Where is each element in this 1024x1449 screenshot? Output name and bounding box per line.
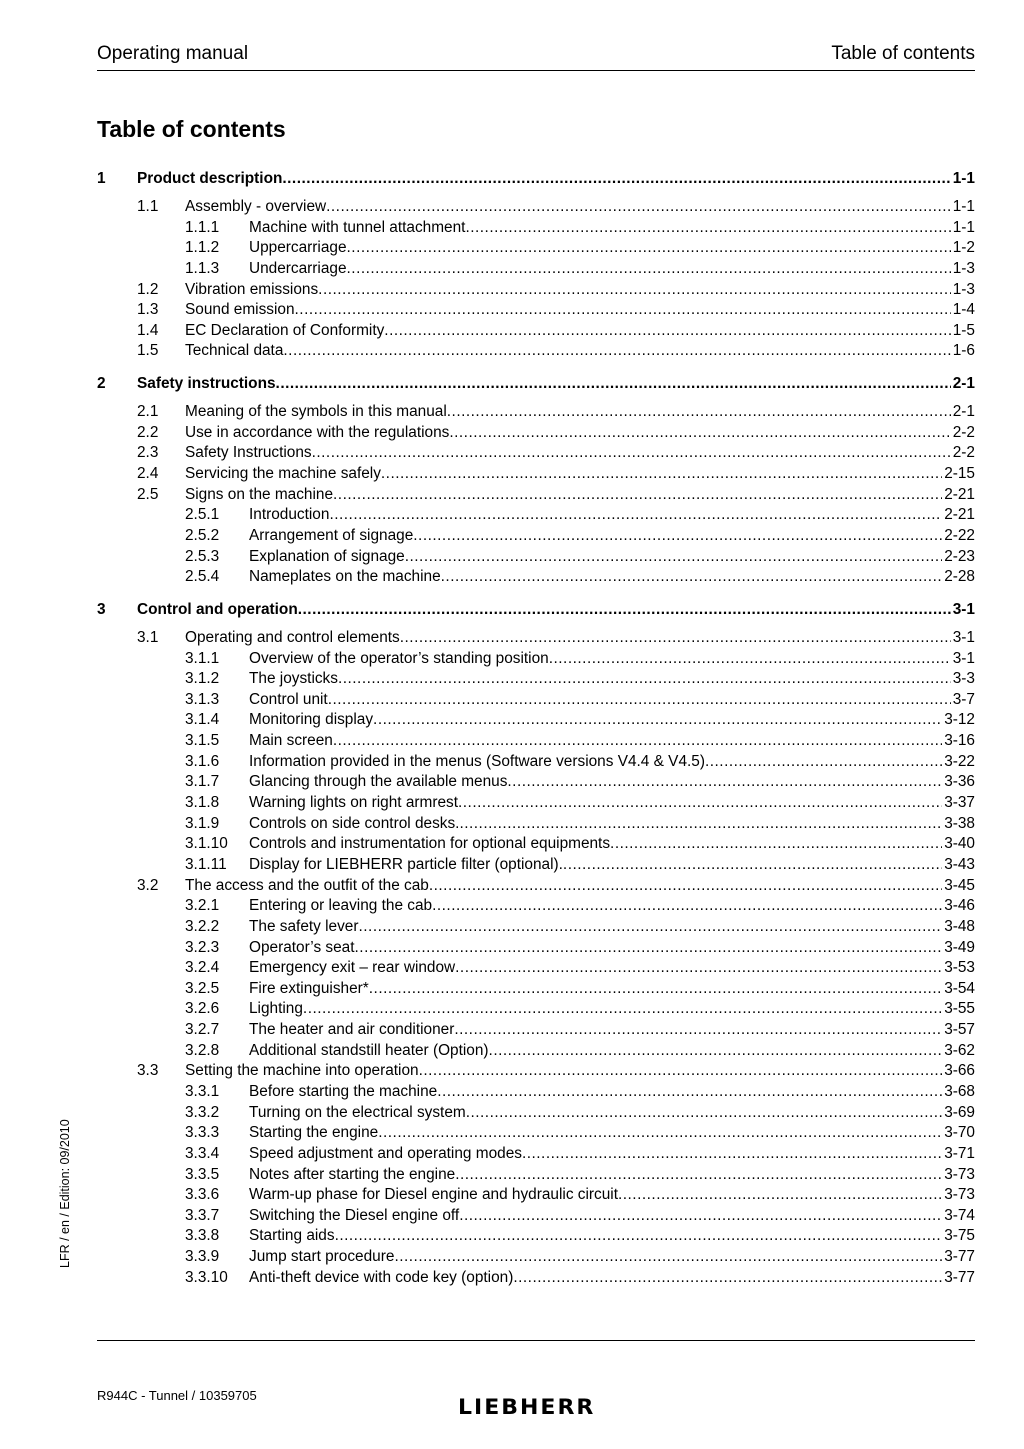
toc-entry[interactable] — [97, 505, 975, 526]
toc-entry-page: 3-45 — [944, 876, 975, 894]
toc-entry[interactable] — [97, 1061, 975, 1082]
toc-entry-number: 2 — [97, 375, 106, 393]
toc-entry-title: Servicing the machine safely — [185, 465, 381, 483]
toc-entry[interactable] — [97, 1206, 975, 1227]
toc-entry-title: Uppercarriage — [249, 239, 347, 257]
toc-entry[interactable] — [97, 1247, 975, 1268]
toc-entry-title: Emergency exit – rear window — [249, 959, 456, 977]
toc-entry-title: Entering or leaving the cab — [249, 897, 433, 915]
toc-entry-page: 3-22 — [944, 752, 975, 770]
toc-entry-title: Fire extinguisher* — [249, 979, 369, 997]
toc-entry[interactable] — [97, 938, 975, 959]
toc-entry[interactable] — [97, 443, 975, 464]
toc-entry-number: 1.1.1 — [185, 218, 220, 236]
liebherr-logo: LIEBHERR — [458, 1396, 596, 1420]
toc-entry-number: 3.3.9 — [185, 1248, 220, 1266]
toc-entry[interactable] — [97, 628, 975, 649]
dot-leader — [618, 1185, 942, 1206]
dot-leader — [326, 197, 951, 218]
dot-leader — [303, 999, 942, 1020]
toc-entry-page: 2-15 — [944, 465, 975, 483]
dot-leader — [328, 690, 951, 711]
toc-entry-page: 1-3 — [952, 280, 975, 298]
toc-entry-number: 2.5.4 — [185, 568, 220, 586]
toc-entry[interactable] — [97, 218, 975, 239]
dot-leader — [441, 567, 943, 588]
toc-entry-title: The safety lever — [249, 917, 359, 935]
toc-entry-title: Introduction — [249, 506, 330, 524]
toc-entry-number: 3.2.6 — [185, 1000, 220, 1018]
toc-entry-title: Anti-theft device with code key (option) — [249, 1268, 514, 1286]
toc-entry-number: 3.3.8 — [185, 1227, 220, 1245]
dot-leader — [335, 1226, 943, 1247]
dot-leader — [522, 1144, 942, 1165]
toc-entry-number: 3.2.8 — [185, 1041, 220, 1059]
toc-entry[interactable] — [97, 896, 975, 917]
toc-entry-number: 3.2.5 — [185, 979, 220, 997]
dot-leader — [347, 238, 951, 259]
toc-entry-page: 1-4 — [952, 301, 975, 319]
table-of-contents — [97, 168, 975, 1299]
toc-entry[interactable] — [97, 834, 975, 855]
toc-entry[interactable] — [97, 917, 975, 938]
toc-entry-page: 1-5 — [952, 321, 975, 339]
toc-entry[interactable] — [97, 979, 975, 1000]
dot-leader — [432, 896, 942, 917]
edition-side-text: LFR / en / Edition: 09/2010 — [58, 1119, 72, 1268]
toc-entry-page: 2-21 — [944, 485, 975, 503]
page-header — [97, 43, 975, 71]
dot-leader — [489, 1041, 943, 1062]
dot-leader — [329, 505, 942, 526]
toc-entry-number: 3.3.10 — [185, 1268, 228, 1286]
dot-leader — [405, 547, 942, 568]
toc-entry-page: 2-2 — [952, 444, 975, 462]
toc-entry-number: 3.1.7 — [185, 773, 220, 791]
dot-leader — [455, 1165, 942, 1186]
toc-entry-number: 2.2 — [137, 423, 159, 441]
toc-entry-title: Lighting — [249, 1000, 303, 1018]
toc-entry-title: Before starting the machine — [249, 1082, 438, 1100]
toc-chapter-heading[interactable] — [97, 168, 975, 190]
toc-entry-title: Warning lights on right armrest — [249, 794, 458, 812]
toc-entry[interactable] — [97, 300, 975, 321]
toc-entry-page: 3-12 — [944, 711, 975, 729]
toc-entry[interactable] — [97, 1082, 975, 1103]
toc-entry-number: 1 — [97, 170, 106, 187]
toc-entry[interactable] — [97, 772, 975, 793]
toc-entry[interactable] — [97, 238, 975, 259]
toc-entry-number: 2.5.3 — [185, 547, 220, 565]
toc-entry-page: 3-40 — [944, 835, 975, 853]
toc-entry-page: 1-3 — [952, 259, 975, 277]
dot-leader — [394, 1247, 942, 1268]
toc-entry-page: 3-77 — [944, 1248, 975, 1266]
dot-leader — [355, 938, 943, 959]
toc-entry-title: Setting the machine into operation — [185, 1062, 419, 1080]
toc-entry[interactable] — [97, 793, 975, 814]
toc-entry[interactable] — [97, 1123, 975, 1144]
footer-divider — [97, 1340, 975, 1341]
toc-entry[interactable] — [97, 690, 975, 711]
toc-entry-page: 3-66 — [944, 1062, 975, 1080]
toc-entry[interactable] — [97, 814, 975, 835]
toc-entry-title: Speed adjustment and operating modes — [249, 1144, 522, 1162]
toc-chapter — [97, 168, 975, 362]
dot-leader — [419, 1061, 943, 1082]
dot-leader — [359, 917, 943, 938]
toc-entry-number: 3.2 — [137, 876, 159, 894]
toc-entry-title: Controls on side control desks. — [249, 814, 460, 832]
toc-entry-number: 3.2.4 — [185, 959, 220, 977]
toc-entry-title: Vibration emissions — [185, 280, 319, 298]
toc-entry[interactable] — [97, 1041, 975, 1062]
toc-entry-title: Additional standstill heater (Option) — [249, 1041, 489, 1059]
toc-entry-number: 3.3.6 — [185, 1186, 220, 1204]
toc-entry[interactable] — [97, 1144, 975, 1165]
toc-entry-number: 3.1.6 — [185, 752, 220, 770]
dot-leader — [513, 1268, 942, 1289]
toc-entry-title: Nameplates on the machine — [249, 568, 441, 586]
toc-entry-title: Notes after starting the engine — [249, 1165, 456, 1183]
dot-leader — [459, 814, 942, 835]
toc-entry-page: 3-3 — [952, 670, 975, 688]
dot-leader — [563, 855, 942, 876]
toc-chapter-heading[interactable] — [97, 373, 975, 395]
dot-leader — [276, 373, 951, 395]
toc-entry-page: 3-37 — [944, 794, 975, 812]
toc-entry[interactable] — [97, 1165, 975, 1186]
toc-entry-number: 3.1 — [137, 628, 159, 646]
toc-entry-page: 3-73 — [944, 1165, 975, 1183]
toc-chapter — [97, 373, 975, 588]
toc-entry-page: 3-43 — [944, 855, 975, 873]
toc-entry-title: Jump start procedure — [249, 1248, 395, 1266]
toc-entry[interactable] — [97, 999, 975, 1020]
dot-leader — [283, 341, 950, 362]
toc-entry-page: 3-53 — [944, 959, 975, 977]
header-left-title: Operating manual — [97, 43, 249, 64]
toc-entry-number: 1.1.2 — [185, 239, 220, 257]
toc-entry[interactable] — [97, 710, 975, 731]
toc-entry-number: 3.2.3 — [185, 938, 220, 956]
toc-entry-title: Signs on the machine — [185, 485, 334, 503]
toc-entry-number: 3.1.10 — [185, 835, 228, 853]
dot-leader — [384, 321, 950, 342]
toc-entry[interactable] — [97, 669, 975, 690]
toc-entry-number: 3.2.2 — [185, 917, 220, 935]
dot-leader — [507, 772, 942, 793]
toc-entry-title: Turning on the electrical system — [249, 1103, 466, 1121]
toc-entry-title: Product description — [137, 170, 283, 187]
dot-leader — [705, 752, 942, 773]
toc-entry-number: 3.1.1 — [185, 649, 220, 667]
toc-entry-page: 3-1 — [952, 600, 975, 618]
toc-entry-number: 1.4 — [137, 321, 159, 339]
toc-entry-number: 3.3.4 — [185, 1144, 220, 1162]
toc-entry[interactable] — [97, 1226, 975, 1247]
toc-entry-title: Assembly - overview — [185, 198, 327, 215]
toc-entry-number: 2.5.2 — [185, 526, 220, 544]
toc-entry-title: Technical data — [185, 342, 284, 360]
toc-entry-page: 2-23 — [944, 547, 975, 565]
toc-entry-number: 3.3.1 — [185, 1082, 220, 1100]
toc-entry-title: Display for LIEBHERR particle filter (optional). — [249, 855, 563, 873]
toc-entry-number: 3.1.2 — [185, 670, 220, 688]
toc-entry-number: 2.3 — [137, 444, 159, 462]
page-title: Table of contents — [97, 116, 286, 142]
dot-leader — [454, 1020, 942, 1041]
toc-entry-title: Meaning of the symbols in this manual — [185, 403, 447, 421]
toc-entry[interactable] — [97, 1020, 975, 1041]
toc-entry-page: 3-1 — [952, 649, 975, 667]
toc-entry[interactable] — [97, 731, 975, 752]
dot-leader — [400, 628, 951, 649]
toc-entry-number: 1.5 — [137, 342, 159, 360]
dot-leader — [338, 669, 951, 690]
toc-entry-page: 3-16 — [944, 732, 975, 750]
toc-entry[interactable] — [97, 567, 975, 588]
toc-entry-page: 2-22 — [944, 526, 975, 544]
toc-entry-title: Switching the Diesel engine off — [249, 1206, 460, 1224]
toc-entry[interactable] — [97, 855, 975, 876]
toc-entry-title: Control and operation — [137, 600, 298, 618]
toc-entry-page: 3-36 — [944, 773, 975, 791]
toc-entry-page: 2-21 — [944, 506, 975, 524]
toc-entry-number: 3.1.11 — [185, 855, 227, 873]
toc-entry[interactable] — [97, 402, 975, 423]
toc-entry-number: 3.2.7 — [185, 1021, 220, 1039]
toc-entry-title: Warm-up phase for Diesel engine and hydraulic circuit — [249, 1186, 618, 1204]
toc-entry-page: 1-1 — [952, 170, 975, 187]
dot-leader — [465, 218, 950, 239]
toc-entry-page: 3-71 — [944, 1144, 975, 1162]
dot-leader — [610, 834, 942, 855]
toc-entry-page: 3-54 — [944, 979, 975, 997]
toc-entry-page: 3-7 — [952, 690, 975, 708]
toc-entry-title: Monitoring display — [249, 711, 374, 729]
toc-entry[interactable] — [97, 259, 975, 280]
toc-entry-number: 3.1.3 — [185, 690, 220, 708]
toc-entry[interactable] — [97, 547, 975, 568]
toc-entry[interactable] — [97, 958, 975, 979]
toc-entry-number: 3.3.3 — [185, 1124, 220, 1142]
toc-entry-page: 3-49 — [944, 938, 975, 956]
toc-entry-number: 3.3.2 — [185, 1103, 220, 1121]
toc-entry-number: 3 — [97, 600, 106, 618]
header-right-title: Table of contents — [831, 43, 975, 64]
toc-entry-page: 3-57 — [944, 1021, 975, 1039]
toc-entry-number: 3.1.8 — [185, 794, 220, 812]
dot-leader — [333, 731, 942, 752]
dot-leader — [449, 423, 950, 444]
toc-entry-page: 3-77 — [944, 1268, 975, 1286]
toc-entry-title: Operator’s seat — [249, 938, 355, 956]
document-id: R944C - Tunnel / 10359705 — [97, 1388, 257, 1403]
toc-entry-title: Glancing through the available menus — [249, 773, 508, 791]
dot-leader — [413, 526, 942, 547]
toc-entry-number: 1.3 — [137, 301, 159, 319]
dot-leader — [295, 300, 951, 321]
toc-entry-title: Starting aids — [249, 1227, 335, 1245]
toc-entry-number: 3.1.9 — [185, 814, 220, 832]
toc-entry-page: 3-74 — [944, 1206, 975, 1224]
toc-entry[interactable] — [97, 197, 975, 218]
toc-entry-number: 3.3 — [137, 1062, 159, 1080]
toc-entry-number: 2.1 — [137, 403, 159, 421]
dot-leader — [549, 649, 951, 670]
dot-leader — [369, 979, 942, 1000]
toc-entry-title: Explanation of signage — [249, 547, 405, 565]
toc-entry-title: Operating and control elements — [185, 628, 400, 646]
toc-entry-page: 3-48 — [944, 917, 975, 935]
toc-entry-title: Safety instructions — [137, 375, 276, 393]
toc-entry-title: Use in accordance with the regulations — [185, 423, 450, 441]
toc-entry[interactable] — [97, 423, 975, 444]
dot-leader — [347, 259, 951, 280]
toc-entry-title: The joysticks — [249, 670, 338, 688]
dot-leader — [447, 402, 951, 423]
toc-entry-number: 3.2.1 — [185, 897, 220, 915]
toc-entry-title: Controls and instrumentation for optional equipments — [249, 835, 611, 853]
toc-entry[interactable] — [97, 649, 975, 670]
toc-entry-page: 3-62 — [944, 1041, 975, 1059]
dot-leader — [378, 1123, 942, 1144]
toc-entry[interactable] — [97, 280, 975, 301]
toc-entry-page: 2-2 — [952, 423, 975, 441]
toc-entry-title: Starting the engine — [249, 1124, 379, 1142]
toc-entry-title: Arrangement of signage — [249, 526, 414, 544]
toc-entry-title: Sound emission — [185, 301, 295, 319]
toc-entry[interactable] — [97, 876, 975, 897]
toc-entry-title: Machine with tunnel attachment — [249, 218, 466, 236]
toc-entry-title: The access and the outfit of the cab — [185, 876, 429, 894]
toc-entry-page: 3-55 — [944, 1000, 975, 1018]
toc-entry-page: 3-69 — [944, 1103, 975, 1121]
toc-entry[interactable] — [97, 1268, 975, 1289]
dot-leader — [312, 443, 951, 464]
toc-entry-page: 2-1 — [952, 403, 975, 421]
toc-entry-page: 2-1 — [952, 375, 975, 393]
toc-chapter-heading[interactable] — [97, 599, 975, 621]
toc-entry[interactable] — [97, 1185, 975, 1206]
toc-entry-number: 3.1.5 — [185, 732, 220, 750]
dot-leader — [381, 464, 942, 485]
toc-entry-page: 3-73 — [944, 1186, 975, 1204]
toc-entry-number: 3.3.7 — [185, 1206, 220, 1224]
dot-leader — [298, 599, 951, 621]
dot-leader — [373, 710, 942, 731]
dot-leader — [429, 876, 942, 897]
toc-entry-page: 1-1 — [952, 198, 975, 215]
toc-entry-title: The heater and air conditioner — [249, 1021, 455, 1039]
toc-entry[interactable] — [97, 1103, 975, 1124]
dot-leader — [466, 1103, 942, 1124]
toc-entry-number: 1.1 — [137, 198, 159, 215]
toc-entry[interactable] — [97, 464, 975, 485]
toc-entry-page: 1-1 — [952, 218, 975, 236]
dot-leader — [459, 1206, 942, 1227]
toc-entry-number: 2.5.1 — [185, 506, 220, 524]
toc-entry-page: 1-6 — [952, 342, 975, 360]
toc-entry-number: 3.1.4 — [185, 711, 220, 729]
toc-entry-title: Safety Instructions — [185, 444, 312, 462]
toc-entry-number: 1.2 — [137, 280, 159, 298]
toc-entry[interactable] — [97, 341, 975, 362]
toc-entry-number: 1.1.3 — [185, 259, 220, 277]
toc-entry-number: 2.5 — [137, 485, 159, 503]
toc-entry[interactable] — [97, 752, 975, 773]
toc-entry[interactable] — [97, 526, 975, 547]
toc-entry[interactable] — [97, 485, 975, 506]
dot-leader — [455, 958, 942, 979]
toc-entry-page: 3-75 — [944, 1227, 975, 1245]
dot-leader — [318, 280, 951, 301]
dot-leader — [333, 485, 942, 506]
toc-entry-title: Control unit — [249, 690, 328, 708]
toc-entry-page: 3-70 — [944, 1124, 975, 1142]
toc-chapter — [97, 599, 975, 1289]
dot-leader — [282, 168, 950, 190]
toc-entry-title: EC Declaration of Conformity — [185, 321, 385, 339]
toc-entry-page: 3-38 — [944, 814, 975, 832]
toc-entry-title: Information provided in the menus (Software versions V4.4 & V4.5) — [249, 752, 705, 770]
toc-entry-page: 3-1 — [952, 628, 975, 646]
toc-entry-page: 3-68 — [944, 1082, 975, 1100]
toc-entry-title: Overview of the operator’s standing position — [249, 649, 549, 667]
toc-entry-title: Undercarriage — [249, 259, 347, 277]
dot-leader — [437, 1082, 942, 1103]
toc-entry-number: 3.3.5 — [185, 1165, 220, 1183]
toc-entry-title: Main screen — [249, 732, 333, 750]
toc-entry-page: 1-2 — [952, 239, 975, 257]
toc-entry[interactable] — [97, 321, 975, 342]
toc-entry-number: 2.4 — [137, 465, 159, 483]
toc-entry-page: 2-28 — [944, 568, 975, 586]
toc-entry-page: 3-46 — [944, 897, 975, 915]
dot-leader — [458, 793, 942, 814]
